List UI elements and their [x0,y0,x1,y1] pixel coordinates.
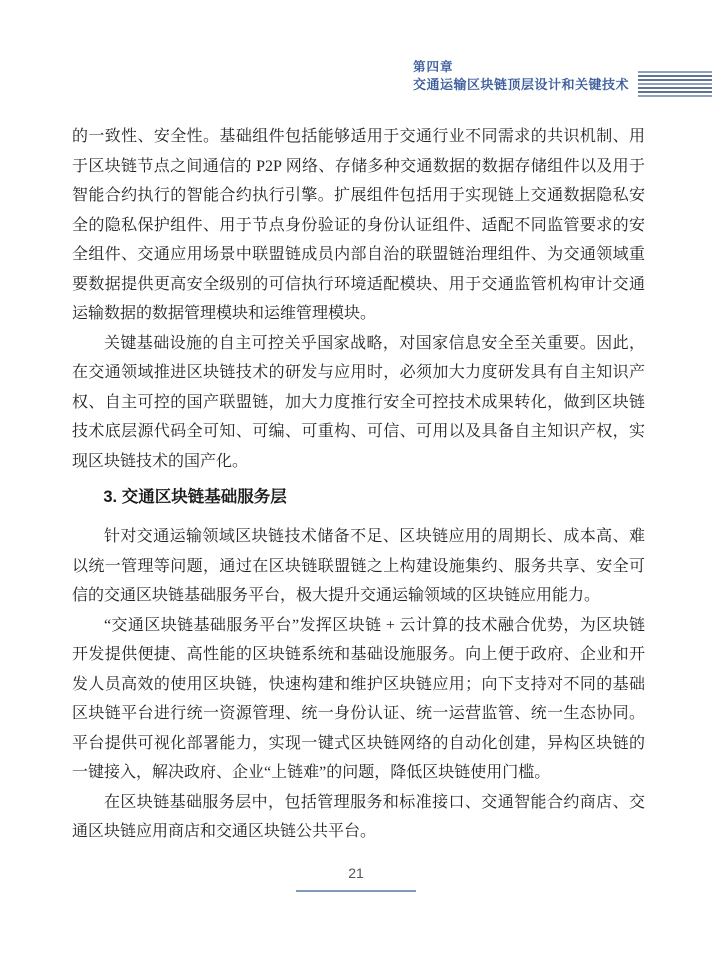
header-decorative-lines [638,71,712,97]
decorative-line [638,79,712,81]
page-header [413,58,629,94]
decorative-line [638,87,712,89]
page-body [72,122,645,847]
body-paragraph: 在区块链基础服务层中，包括管理服务和标准接口、交通智能合约商店、交通区块链应用商店和交通区块链公共平台。 [72,793,645,840]
decorative-line [638,91,712,93]
footer-rule [296,890,416,892]
body-paragraph: “交通区块链基础服务平台”发挥区块链 + 云计算的技术融合优势，为区块链开发提供便捷、高性能的区块链系统和基础设施服务。向上便于政府、企业和开发人员高效的使用区块链，快速构建和维护区块链应用；向下支持对不同的基础区块链平台进行统一资源管理、统一身份认证、统一运营监管、统一生态协同。平台提供可视化部署能力，实现一键式区块链网络的自动化创建，异构区块链的一键接入，解决政府、企业“上链难”的问题，降低区块链使用门槛。 [72,616,645,781]
body-paragraph: 关键基础设施的自主可控关乎国家战略，对国家信息安全至关重要。因此，在交通领域推进区块链技术的研发与应用时，必须加大力度研发具有自主知识产权、自主可控的国产联盟链，加大力度推行安全可控技术成果转化，做到区块链技术底层源代码全可知、可编、可重构、可信、可用以及具备自主知识产权，实现区块链技术的国产化。 [72,334,645,470]
chapter-title: 交通运输区块链顶层设计和关键技术 [413,77,630,92]
decorative-line [638,95,712,97]
chapter-label: 第四章 [413,60,454,74]
page-number: 21 [348,865,364,881]
decorative-line [638,83,712,85]
decorative-line [638,71,712,73]
body-paragraph: 的一致性、安全性。基础组件包括能够适用于交通行业不同需求的共识机制、用于区块链节点之间通信的 P2P 网络、存储多种交通数据的数据存储组件以及用于智能合约执行的智能合约执行引擎。扩展组件包括用于实现链上交通数据隐私安全的隐私保护组件、用于节点身份验证的身份认证组件、适配不同监管要求的安全组件、交通应用场景中联盟链成员内部自治的联盟链治理组件、为交通领域重要数据提供更高安全级别的可信执行环境适配模块、用于交通监管机构审计交通运输数据的数据管理模块和运维管理模块。 [72,128,645,322]
section-heading: 3. 交通区块链基础服务层 [103,488,287,506]
decorative-line [638,75,712,77]
body-paragraph: 针对交通运输领域区块链技术储备不足、区块链应用的周期长、成本高、难以统一管理等问题，通过在区块链联盟链之上构建设施集约、服务共享、安全可信的交通区块链基础服务平台，极大提升交通运输领域的区块链应用能力。 [72,528,645,604]
